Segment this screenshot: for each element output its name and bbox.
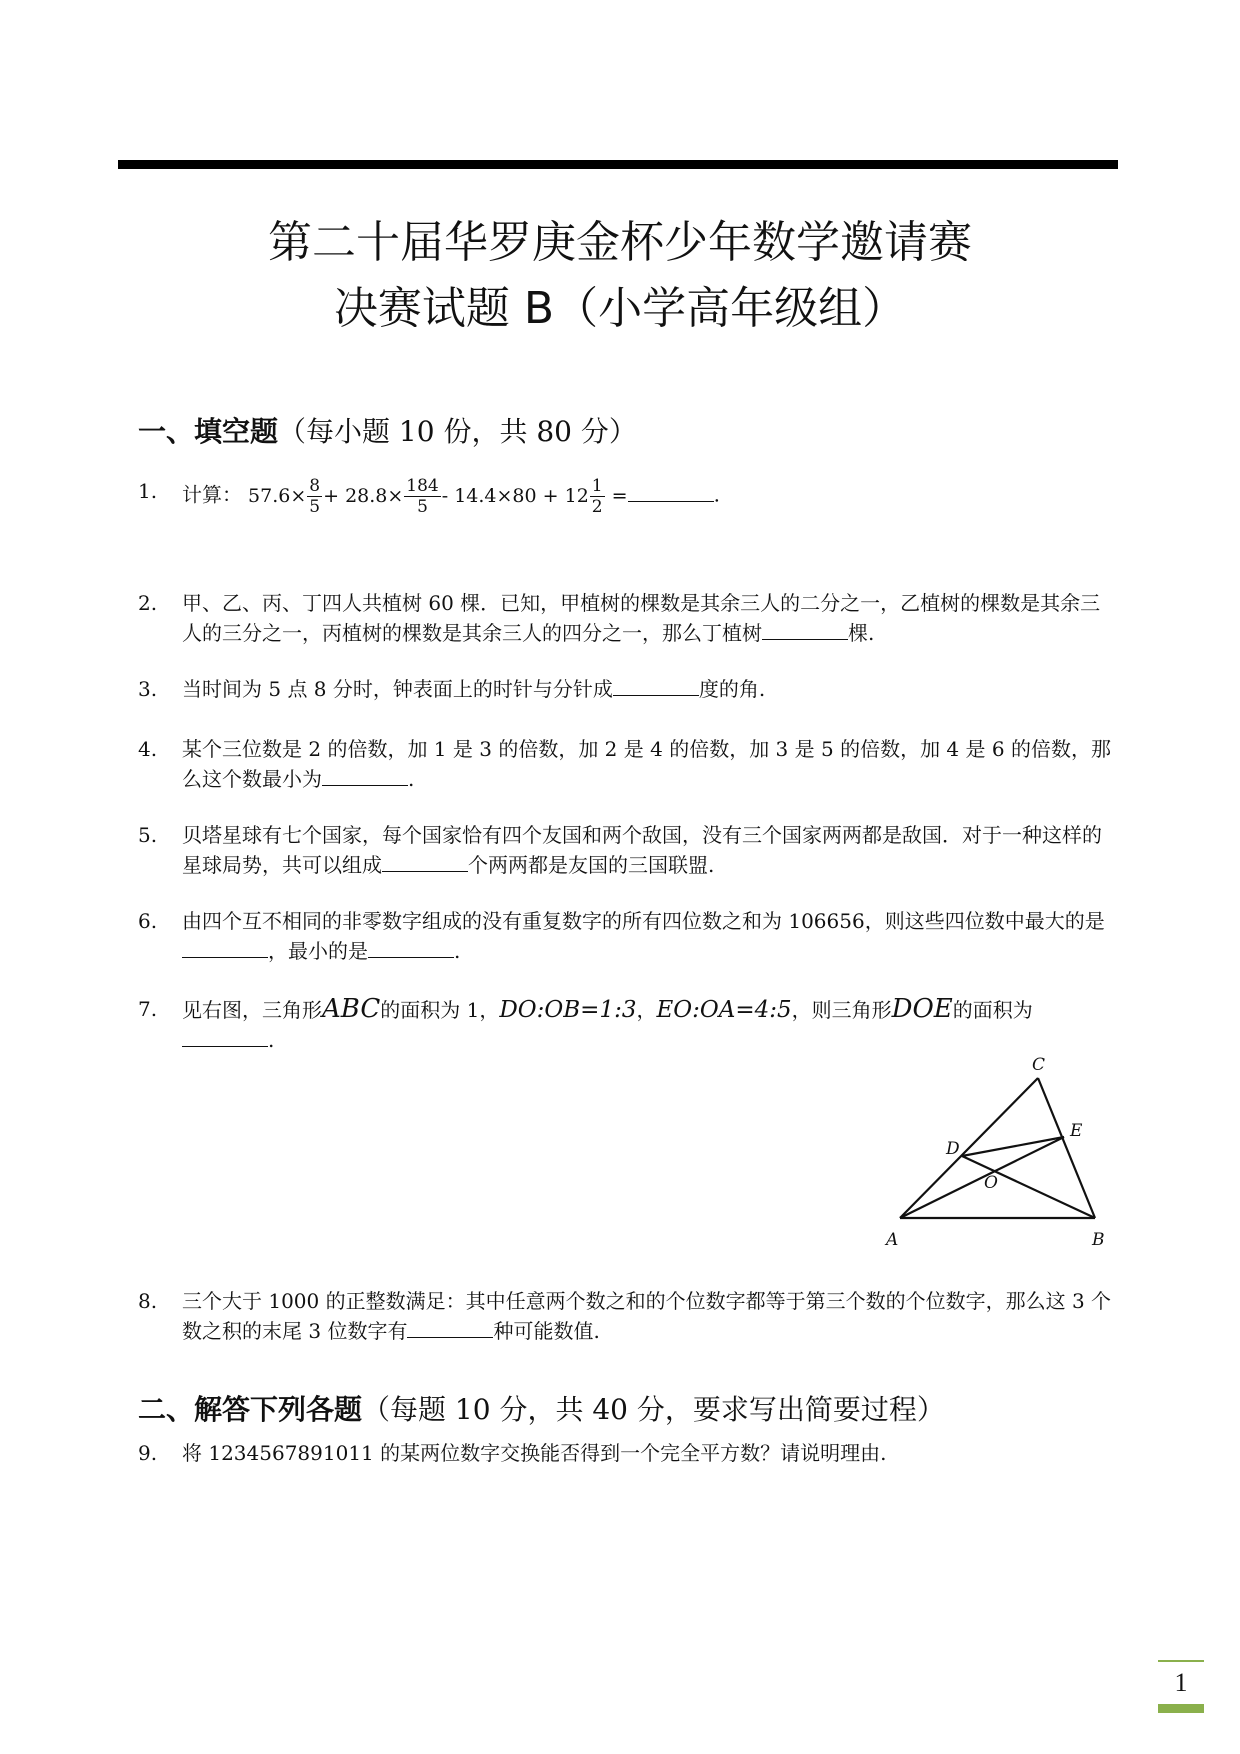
- q1-f3-denominator: 2: [591, 497, 603, 517]
- q5-end: 个两两都是友国的三国联盟.: [468, 853, 715, 877]
- label-o: O: [984, 1173, 998, 1193]
- q1-f1-numerator: 8: [309, 476, 321, 496]
- title-line-1: 第二十届华罗庚金杯少年数学邀请赛: [268, 217, 972, 268]
- q8-end: 种可能数值.: [493, 1319, 600, 1343]
- q9-text: 将 1234567891011 的某两位数字交换能否得到一个完全平方数？请说明理由.: [182, 1441, 887, 1465]
- answer-blank[interactable]: [182, 1028, 268, 1047]
- q7-ratio-1: DO:OB=1:3: [499, 997, 637, 1023]
- q7-end: .: [268, 1028, 275, 1052]
- page-number-top-rule: [1158, 1660, 1204, 1662]
- question-number: 2.: [138, 591, 158, 615]
- title-line-2: 决赛试题 B（小学高年级组）: [333, 283, 907, 334]
- label-c: C: [1032, 1055, 1046, 1075]
- q7-text-e: 的面积为: [952, 998, 1033, 1022]
- q1-f2-numerator: 184: [406, 476, 439, 496]
- question-number: 8.: [138, 1289, 158, 1313]
- answer-blank[interactable]: [368, 939, 454, 958]
- segment-ae: [900, 1137, 1064, 1218]
- answer-blank[interactable]: [613, 677, 699, 696]
- question-6: [138, 906, 1118, 966]
- q7-triangle-abc: ABC: [322, 994, 381, 1024]
- section-2-title: 二、解答下列各题: [138, 1393, 363, 1426]
- page-number-bottom-bar: [1158, 1704, 1204, 1713]
- question-number: 7.: [138, 997, 158, 1021]
- answer-blank[interactable]: [407, 1319, 493, 1338]
- q7-text-b: 的面积为 1，: [380, 998, 500, 1022]
- answer-blank[interactable]: [322, 767, 408, 786]
- q7-text-c: ，: [636, 998, 657, 1022]
- question-1: [138, 476, 1118, 517]
- section-1-heading: [138, 410, 637, 450]
- label-d: D: [946, 1139, 960, 1159]
- question-5: [138, 820, 1118, 880]
- q2-text: 甲、乙、丙、丁四人共植树 60 棵．已知，甲植树的棵数是其余三人的二分之一，乙植树的棵数是其余三人的三分之一，丙植树的棵数是其余三人的四分之一，那么丁植树: [182, 591, 1101, 645]
- q1-f1-denominator: 5: [309, 497, 321, 517]
- section-1-note: （每小题 10 份，共 80 分）: [278, 415, 637, 448]
- section-1-title: 一、填空题: [138, 415, 279, 448]
- q1-fraction-1: [307, 476, 322, 517]
- q1-f2-denominator: 5: [417, 497, 428, 517]
- q1-fraction-3: [590, 476, 605, 517]
- segment-ac: [900, 1078, 1038, 1218]
- q4-end: .: [408, 767, 415, 791]
- q8-text: 三个大于 1000 的正整数满足：其中任意两个数之和的个位数字都等于第三个数的个位数字，那么这 3 个数之积的末尾 3 位数字有: [182, 1289, 1112, 1343]
- question-7: [138, 994, 1118, 1055]
- q7-text-d: ，则三角形: [791, 998, 892, 1022]
- top-rule: [118, 160, 1118, 169]
- q1-equals: =: [611, 484, 628, 507]
- section-2-note: （每题 10 分，共 40 分，要求写出简要过程）: [362, 1393, 945, 1426]
- section-2-heading: [138, 1388, 945, 1428]
- q1-term-2: + 28.8×: [323, 484, 404, 507]
- page-number: 1: [1174, 1668, 1188, 1697]
- question-number: 6.: [138, 909, 158, 933]
- q1-term-3: - 14.4×80 + 12: [441, 484, 589, 507]
- question-number: 3.: [138, 677, 158, 701]
- segment-bc: [1038, 1078, 1095, 1218]
- question-number: 5.: [138, 823, 158, 847]
- answer-blank[interactable]: [628, 483, 714, 502]
- question-8: [138, 1286, 1118, 1346]
- question-number: 9.: [138, 1441, 158, 1465]
- q1-f3-numerator: 1: [591, 476, 603, 496]
- answer-blank[interactable]: [762, 621, 848, 640]
- triangle-figure: [880, 1052, 1140, 1252]
- q7-text-a: 见右图，三角形: [182, 998, 322, 1022]
- q6-text: 由四个互不相同的非零数字组成的没有重复数字的所有四位数之和为 106656，则这些四位数中最大的是: [182, 909, 1105, 933]
- question-4: [138, 734, 1118, 794]
- question-2: [138, 588, 1118, 648]
- q6-mid: ，最小的是: [268, 939, 368, 963]
- q4-text: 某个三位数是 2 的倍数，加 1 是 3 的倍数，加 2 是 4 的倍数，加 3 是 5 的倍数，加 4 是 6 的倍数，那么这个数最小为: [182, 737, 1111, 791]
- q1-fraction-2: [404, 476, 440, 517]
- q1-term-1: 57.6×: [248, 484, 307, 507]
- question-number: 4.: [138, 737, 158, 761]
- q6-end: .: [454, 939, 461, 963]
- label-b: B: [1092, 1230, 1105, 1250]
- q5-text: 贝塔星球有七个国家，每个国家恰有四个友国和两个敌国，没有三个国家两两都是敌国．对于一种这样的星球局势，共可以组成: [182, 823, 1102, 877]
- label-e: E: [1070, 1121, 1083, 1141]
- q1-end: .: [713, 482, 720, 507]
- q3-text: 当时间为 5 点 8 分时，钟表面上的时针与分针成: [182, 677, 613, 701]
- question-number: 1.: [138, 479, 158, 503]
- answer-blank[interactable]: [182, 939, 268, 958]
- q7-ratio-2: EO:OA=4:5: [656, 997, 792, 1023]
- question-3: [138, 674, 1118, 704]
- q7-triangle-doe: DOE: [891, 994, 953, 1024]
- question-9: [138, 1438, 1118, 1468]
- label-a: A: [886, 1230, 899, 1250]
- answer-blank[interactable]: [382, 853, 468, 872]
- q2-end: 棵.: [848, 621, 875, 645]
- segment-bd: [962, 1156, 1095, 1218]
- q1-prefix: 计算：: [182, 482, 242, 507]
- q3-end: 度的角.: [698, 677, 766, 701]
